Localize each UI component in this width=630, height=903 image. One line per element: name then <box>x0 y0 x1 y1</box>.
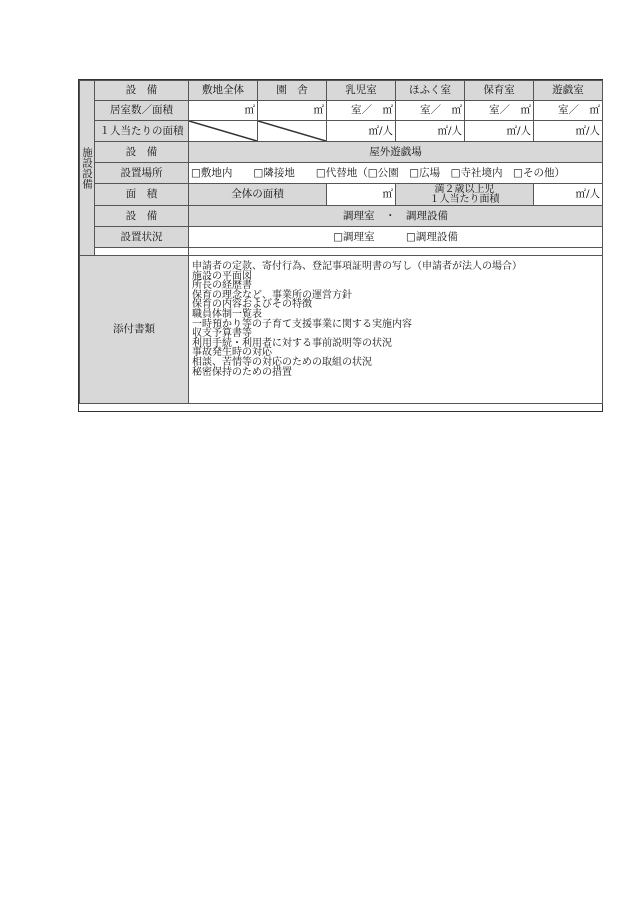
over2-area-label <box>396 184 534 206</box>
row-equipment-rooms <box>80 81 603 101</box>
facility-form <box>78 79 603 412</box>
attachment-item: 保育の理念など、事業所の運営方針 <box>192 289 352 301</box>
kitchen-header: 調理室 ・ 調理設備 <box>189 206 603 227</box>
facility-table <box>79 80 603 404</box>
row-equipment-kitchen <box>80 206 603 227</box>
attachment-item: 利用手続・利用者に対する事前説明等の状況 <box>192 337 392 349</box>
over2-label-line2: １人当たり面積 <box>429 193 500 205</box>
field-infant-rooms[interactable]: 室／ ㎡ <box>327 101 396 121</box>
attachment-item: 秘密保持のための措置 <box>192 366 292 378</box>
attachment-item: 一時預かり等の子育て支援事業に関する実施内容 <box>192 318 412 330</box>
field-total-area[interactable]: ㎡ <box>327 184 396 206</box>
status-checkboxes[interactable]: □調理室 □調理設備 <box>189 227 603 248</box>
row-attachments <box>80 256 603 404</box>
col-playroom: 遊戯室 <box>534 81 603 101</box>
diagonal-cell-building <box>258 121 327 142</box>
row-rooms-area <box>80 101 603 121</box>
section-label: 施設設備 <box>80 81 95 256</box>
outdoor-playground-header: 屋外遊戯場 <box>189 142 603 163</box>
row-spacer <box>80 248 603 256</box>
row-label-status: 設置状況 <box>95 227 189 248</box>
field-playroom-rooms[interactable]: 室／ ㎡ <box>534 101 603 121</box>
attachment-item: 保育の内容およびその特徴 <box>192 299 312 311</box>
diagonal-line <box>189 121 257 141</box>
attachment-item: 施設の平面図 <box>192 270 252 282</box>
field-over2-per-person[interactable]: ㎡/人 <box>534 184 603 206</box>
col-crawling-room: ほふく室 <box>396 81 465 101</box>
field-infant-per-person[interactable]: ㎡/人 <box>327 121 396 142</box>
row-per-person <box>80 121 603 142</box>
attachments-list-cell <box>189 256 603 404</box>
field-building-area[interactable]: ㎡ <box>258 101 327 121</box>
attachment-item: 事故発生時の対応 <box>192 347 272 359</box>
spacer-cell <box>189 248 603 256</box>
field-playroom-per-person[interactable]: ㎡/人 <box>534 121 603 142</box>
col-nursery-room: 保育室 <box>465 81 534 101</box>
col-site-total: 敷地全体 <box>189 81 258 101</box>
row-label-rooms: 居室数／面積 <box>95 101 189 121</box>
location-checkboxes[interactable]: □敷地内 □隣接地 □代替地（□公園 □広場 □寺社境内 □その他） <box>189 163 603 184</box>
row-label-area: 面 積 <box>95 184 189 206</box>
col-infant-room: 乳児室 <box>327 81 396 101</box>
row-label-equipment-3: 設 備 <box>95 206 189 227</box>
diagonal-line <box>258 121 326 141</box>
row-location <box>80 163 603 184</box>
row-label-per-person: １人当たりの面積 <box>95 121 189 142</box>
spacer-cell <box>95 248 189 256</box>
attachments-list <box>192 262 599 377</box>
attachment-item: 相談、苦情等の対応のための取組の状況 <box>192 356 372 368</box>
field-site-area[interactable]: ㎡ <box>189 101 258 121</box>
attachments-label: 添付書類 <box>80 256 189 404</box>
attachment-item: 収支予算書等 <box>192 328 252 340</box>
row-status <box>80 227 603 248</box>
attachment-item: 所長の経歴書 <box>192 280 252 292</box>
row-label-equipment-2: 設 備 <box>95 142 189 163</box>
row-area <box>80 184 603 206</box>
row-label-location: 設置場所 <box>95 163 189 184</box>
col-building: 園 舎 <box>258 81 327 101</box>
field-crawling-per-person[interactable]: ㎡/人 <box>396 121 465 142</box>
field-crawling-rooms[interactable]: 室／ ㎡ <box>396 101 465 121</box>
attachment-item: 職員体制一覧表 <box>192 308 262 320</box>
over2-label-line1: 満２歳以上児 <box>434 183 495 195</box>
total-area-label: 全体の面積 <box>189 184 327 206</box>
row-equipment-outdoor <box>80 142 603 163</box>
diagonal-cell-site <box>189 121 258 142</box>
field-nursery-rooms[interactable]: 室／ ㎡ <box>465 101 534 121</box>
attachment-item: 申請者の定款、寄付行為、登記事項証明書の写し（申請者が法人の場合） <box>192 261 522 272</box>
field-nursery-per-person[interactable]: ㎡/人 <box>465 121 534 142</box>
row-label-equipment-1: 設 備 <box>95 81 189 101</box>
